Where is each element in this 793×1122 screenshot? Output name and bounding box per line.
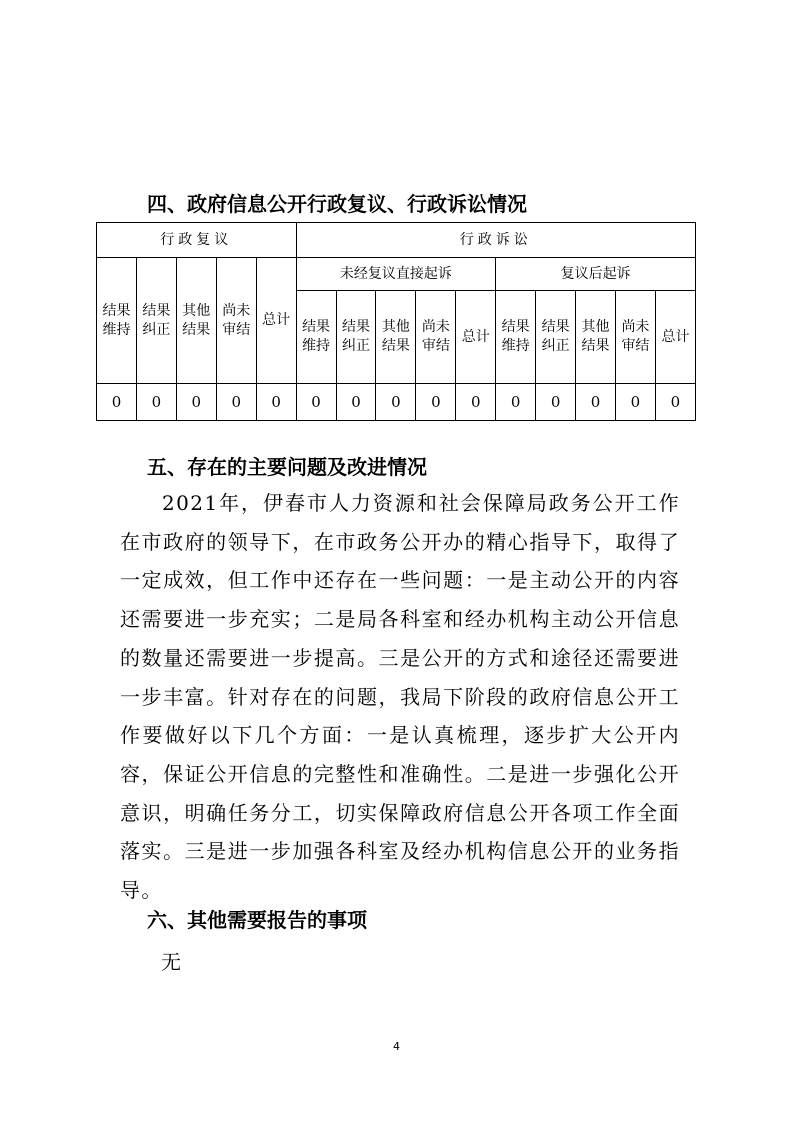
value-cell: 0	[296, 384, 336, 421]
col-review-maintain: 结果维持	[97, 258, 137, 384]
col-review-pending: 尚未审结	[216, 258, 256, 384]
value-cell: 0	[655, 384, 695, 421]
section6-paragraph: 无	[161, 950, 181, 974]
value-cell: 0	[416, 384, 456, 421]
value-cell: 0	[176, 384, 216, 421]
col-direct-correct: 结果纠正	[336, 291, 376, 384]
col-after-total: 总计	[655, 291, 695, 384]
review-header: 行政复议	[97, 223, 297, 258]
value-cell: 0	[536, 384, 576, 421]
page-number: 4	[393, 1040, 400, 1053]
value-cell: 0	[576, 384, 616, 421]
section5-paragraph: 2021年，伊春市人力资源和社会保障局政务公开工作在市政府的领导下，在市政务公开办的精心指导下，取得了一定成效，但工作中还存在一些问题：一是主动公开的内容还需要进一步充实；二是局各科室和经办机构主动公开信息的数量还需要进一步提高。三是公开的方式和途径还需要进一步丰富。针对存在的问题，我局下阶段的政府信息公开工作要做好以下几个方面：一是认真梳理，逐步扩大公开内容，保证公开信息的完整性和准确性。二是进一步强化公开意识，明确任务分工，切实保障政府信息公开各项工作全面落实。三是进一步加强各科室及经办机构信息公开的业务指导。	[120, 491, 680, 903]
value-cell: 0	[256, 384, 296, 421]
litigation-header: 行政诉讼	[296, 223, 695, 258]
value-cell: 0	[376, 384, 416, 421]
after-review-litigation-header: 复议后起诉	[496, 258, 696, 291]
value-cell: 0	[456, 384, 496, 421]
col-after-other: 其他结果	[576, 291, 616, 384]
col-direct-pending: 尚未审结	[416, 291, 456, 384]
col-direct-total: 总计	[456, 291, 496, 384]
col-direct-other: 其他结果	[376, 291, 416, 384]
col-review-total: 总计	[256, 258, 296, 384]
value-cell: 0	[496, 384, 536, 421]
col-after-correct: 结果纠正	[536, 291, 576, 384]
review-litigation-table	[96, 222, 696, 421]
col-direct-maintain: 结果维持	[296, 291, 336, 384]
value-cell: 0	[97, 384, 137, 421]
col-after-maintain: 结果维持	[496, 291, 536, 384]
value-cell: 0	[216, 384, 256, 421]
section5-heading: 五、存在的主要问题及改进情况	[147, 455, 427, 479]
value-cell: 0	[336, 384, 376, 421]
value-cell: 0	[615, 384, 655, 421]
direct-litigation-header: 未经复议直接起诉	[296, 258, 496, 291]
value-cell: 0	[136, 384, 176, 421]
col-review-correct: 结果纠正	[136, 258, 176, 384]
section5-body	[120, 484, 680, 910]
col-after-pending: 尚未审结	[615, 291, 655, 384]
section4-heading: 四、政府信息公开行政复议、行政诉讼情况	[147, 192, 527, 216]
col-review-other: 其他结果	[176, 258, 216, 384]
section6-heading: 六、其他需要报告的事项	[147, 908, 367, 932]
